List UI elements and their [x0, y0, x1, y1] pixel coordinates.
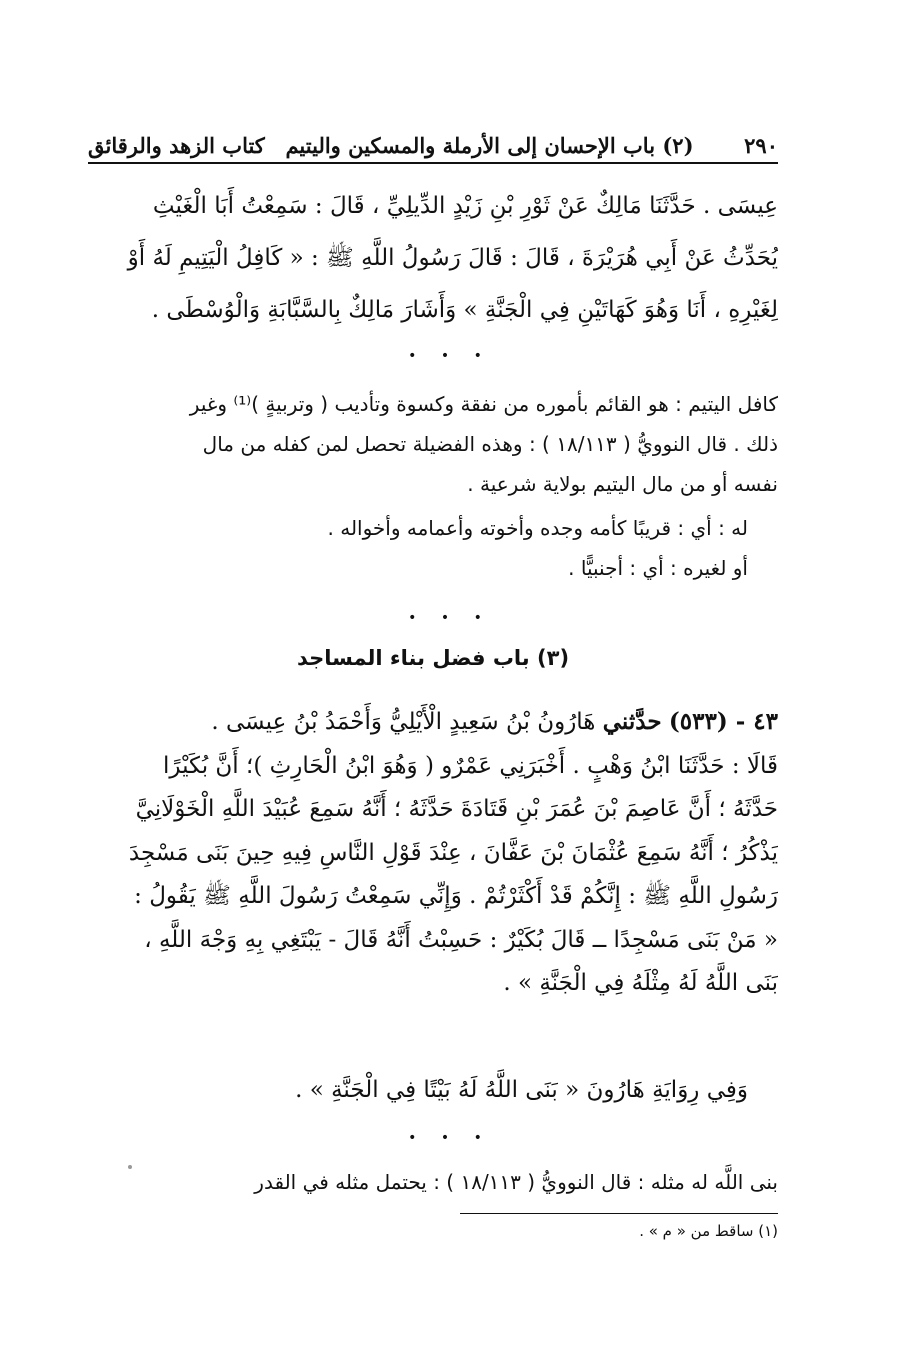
separator: • • •: [408, 348, 492, 364]
riwaya-line: [88, 1068, 778, 1112]
hadith-lead: حدَّثني: [602, 708, 662, 735]
commentary-2: [88, 1162, 778, 1202]
page-number: ٢٩٠: [744, 133, 778, 158]
hadith-chain: هَارُونُ بْنُ سَعِيدٍ الْأَيْلِيُّ وَأَحْمَدُ بْنُ عِيسَى .: [211, 709, 596, 735]
commentary-line: نفسه أو من مال اليتيم بولاية شرعية .: [467, 472, 778, 496]
commentary-line: ذلك . قال النوويُّ ( ١٨/١١٣ ) : وهذه الفضيلة تحصل لمن كفله من مال: [202, 432, 778, 456]
chapter-title: (٢) باب الإحسان إلى الأرملة والمسكين واليتيم: [285, 133, 694, 158]
commentary-line: كافل اليتيم : هو القائم بأموره من نفقة وكسوة وتأديب ( وتربيةٍ )⁽¹⁾ وغير: [189, 392, 778, 416]
hadith-line: يُحَدِّثُ عَنْ أَبِي هُرَيْرَةَ ، قَالَ : قَالَ رَسُولُ اللَّهِ ﷺ : « كَافِلُ الْيَتِيمِ لَهُ أَوْ: [127, 245, 778, 271]
commentary-1: [88, 384, 778, 504]
footnote: (١) ساقط من « م » .: [639, 1222, 778, 1240]
commentary-line: بنى اللَّه له مثله : قال النوويُّ ( ١٨/١١٣ ) : يحتمل مثله في القدر: [254, 1170, 778, 1194]
commentary-item: له : أي : قريبًا كأمه وجده وأخوته وأعمامه وأخواله .: [327, 516, 748, 540]
running-header: [88, 122, 778, 158]
commentary-items: [88, 508, 778, 588]
header-rule: [88, 162, 778, 164]
commentary-item: أو لغيره : أي : أجنبيًّا .: [568, 556, 748, 580]
hadith-line: قَالَا : حَدَّثَنَا ابْنُ وَهْبٍ . أَخْبَرَنِي عَمْرٌو ( وَهُوَ ابْنُ الْحَارِثِ )؛ أَنَّ بُكَيْرًا: [162, 752, 778, 779]
hadith-text-2: [88, 700, 778, 1006]
hadith-line: يَذْكُرُ ؛ أَنَّهُ سَمِعَ عُثْمَانَ بْنَ عَفَّانَ ، عِنْدَ قَوْلِ النَّاسِ فِيهِ حِينَ بَنَى مَسْجِدَ: [128, 839, 778, 866]
hadith-line: رَسُولِ اللَّهِ ﷺ : إِنَّكُمْ قَدْ أَكْثَرْتُمْ . وَإِنِّي سَمِعْتُ رَسُولَ اللَّهِ ﷺ يَقُولُ :: [134, 883, 778, 909]
hadith-text-1: [88, 180, 778, 336]
separator: • • •: [408, 1130, 492, 1146]
hadith-line: حَدَّثَهُ ؛ أَنَّ عَاصِمَ بْنَ عُمَرَ بْنِ قَتَادَةَ حَدَّثَهُ ؛ أَنَّهُ سَمِعَ عُبَيْدَ اللَّهِ الْخَوْلَانِيَّ: [135, 796, 778, 822]
hadith-first-line: [88, 700, 778, 745]
hadith-line: بَنَى اللَّهُ لَهُ مِثْلَهُ فِي الْجَنَّةِ » .: [503, 970, 778, 996]
hadith-line: « مَنْ بَنَى مَسْجِدًا ــ قَالَ بُكَيْرٌ : حَسِبْتُ أَنَّهُ قَالَ - يَبْتَغِي بِهِ وَجْهَ اللَّهِ ،: [144, 926, 778, 953]
section-title: (٣) باب فضل بناء المساجد: [296, 646, 570, 670]
book-title: كتاب الزهد والرقائق: [88, 133, 265, 158]
riwaya-text: وَفِي رِوَايَةِ هَارُونَ « بَنَى اللَّهُ لَهُ بَيْتًا فِي الْجَنَّةِ » .: [295, 1077, 748, 1103]
hadith-line: عِيسَى . حَدَّثَنَا مَالِكٌ عَنْ ثَوْرِ بْنِ زَيْدٍ الدِّيلِيِّ ، قَالَ : سَمِعْتُ أَبَا الْغَيْثِ: [152, 193, 778, 219]
separator: • • •: [408, 610, 492, 626]
hadith-number: ٤٣ - (٥٣٣): [668, 708, 778, 735]
footnote-rule: [460, 1213, 778, 1214]
hadith-line: لِغَيْرِهِ ، أَنَا وَهُوَ كَهَاتَيْنِ فِي الْجَنَّةِ » وَأَشَارَ مَالِكٌ بِالسَّبَّابَةِ وَالْوُسْطَى .: [151, 297, 778, 323]
